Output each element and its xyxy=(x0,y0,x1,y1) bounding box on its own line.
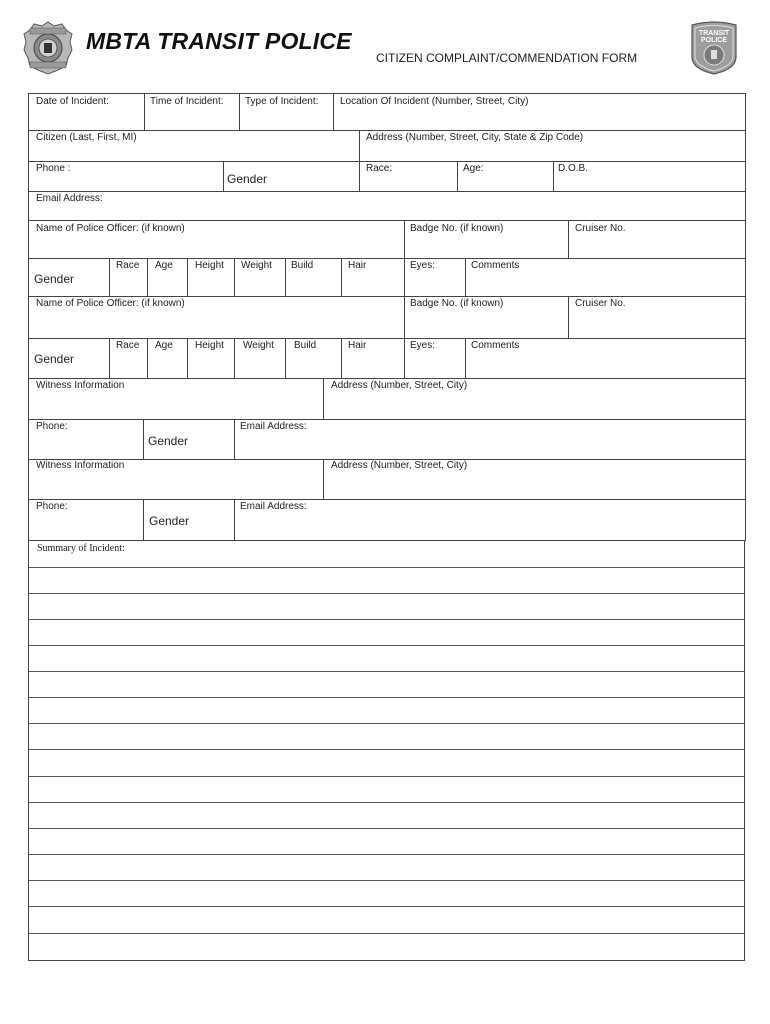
witness2-gender-field[interactable]: Gender xyxy=(149,514,190,528)
officer1-comments-field[interactable]: Comments xyxy=(471,260,520,271)
officer1-height-field[interactable]: Height xyxy=(195,260,224,271)
summary-label: Summary of Incident: xyxy=(37,543,125,554)
police-badge-icon xyxy=(22,20,74,76)
complaint-form xyxy=(28,93,746,541)
officer2-cruiser-field[interactable]: Cruiser No. xyxy=(575,298,626,309)
officer2-weight-field[interactable]: Weight xyxy=(243,340,274,351)
officer1-eyes-field[interactable]: Eyes: xyxy=(410,260,436,271)
witness2-info-field[interactable]: Witness Information xyxy=(36,460,125,471)
officer2-gender-field[interactable]: Gender xyxy=(34,352,75,366)
witness1-address-field[interactable]: Address (Number, Street, City) xyxy=(331,380,468,391)
officer1-race-field[interactable]: Race xyxy=(116,260,140,271)
officer2-name-field[interactable]: Name of Police Officer: (if known) xyxy=(36,298,185,309)
citizen-dob-field[interactable]: D.O.B. xyxy=(558,163,589,174)
officer2-eyes-field[interactable]: Eyes: xyxy=(410,340,436,351)
time-of-incident-field[interactable]: Time of Incident: xyxy=(150,96,224,107)
summary-of-incident-area[interactable] xyxy=(28,541,745,961)
citizen-gender-field[interactable]: Gender xyxy=(227,172,268,186)
witness2-email-field[interactable]: Email Address: xyxy=(240,501,307,512)
type-of-incident-field[interactable]: Type of Incident: xyxy=(245,96,319,107)
citizen-phone-field[interactable]: Phone : xyxy=(36,163,71,174)
page-title: MBTA TRANSIT POLICE xyxy=(86,28,352,54)
officer2-height-field[interactable]: Height xyxy=(195,340,224,351)
citizen-address-field[interactable]: Address (Number, Street, City, State & Zip Code) xyxy=(366,132,584,143)
patch-text-transit: TRANSIT xyxy=(698,30,730,37)
officer1-badge-field[interactable]: Badge No. (if known) xyxy=(410,223,504,234)
form-subtitle: CITIZEN COMPLAINT/COMMENDATION FORM xyxy=(376,51,638,65)
officer1-weight-field[interactable]: Weight xyxy=(241,260,272,271)
officer2-age-field[interactable]: Age xyxy=(155,340,173,351)
date-of-incident-field[interactable]: Date of Incident: xyxy=(36,96,109,107)
witness1-email-field[interactable]: Email Address: xyxy=(240,421,307,432)
officer2-badge-field[interactable]: Badge No. (if known) xyxy=(410,298,504,309)
officer1-hair-field[interactable]: Hair xyxy=(348,260,367,271)
citizen-race-field[interactable]: Race: xyxy=(366,163,393,174)
officer2-build-field[interactable]: Build xyxy=(294,340,317,351)
officer2-race-field[interactable]: Race xyxy=(116,340,140,351)
transit-police-patch-icon xyxy=(686,19,742,75)
location-of-incident-field[interactable]: Location Of Incident (Number, Street, City) xyxy=(340,96,529,107)
citizen-email-field[interactable]: Email Address: xyxy=(36,193,103,204)
witness1-phone-field[interactable]: Phone: xyxy=(36,421,68,432)
officer1-name-field[interactable]: Name of Police Officer: (if known) xyxy=(36,223,185,234)
officer1-cruiser-field[interactable]: Cruiser No. xyxy=(575,223,626,234)
officer1-age-field[interactable]: Age xyxy=(155,260,173,271)
patch-text-police: POLICE xyxy=(700,37,728,44)
witness2-address-field[interactable]: Address (Number, Street, City) xyxy=(331,460,468,471)
witness1-gender-field[interactable]: Gender xyxy=(148,434,189,448)
citizen-age-field[interactable]: Age: xyxy=(463,163,484,174)
officer2-comments-field[interactable]: Comments xyxy=(471,340,520,351)
officer1-build-field[interactable]: Build xyxy=(291,260,314,271)
citizen-name-field[interactable]: Citizen (Last, First, MI) xyxy=(36,132,137,143)
officer1-gender-field[interactable]: Gender xyxy=(34,272,75,286)
officer2-hair-field[interactable]: Hair xyxy=(348,340,367,351)
witness2-phone-field[interactable]: Phone: xyxy=(36,501,68,512)
witness1-info-field[interactable]: Witness Information xyxy=(36,380,125,391)
